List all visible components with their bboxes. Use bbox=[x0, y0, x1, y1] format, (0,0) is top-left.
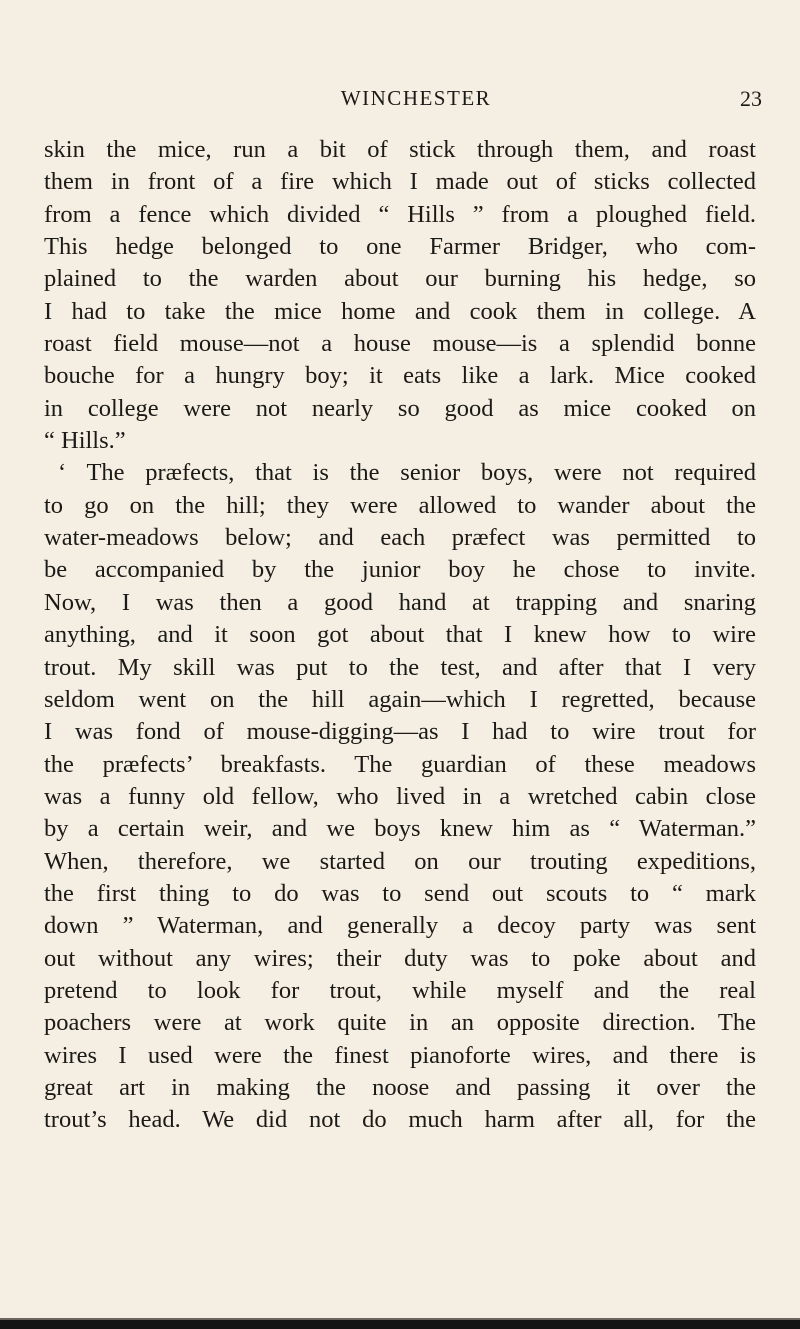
running-head bbox=[70, 86, 762, 116]
text-line: This hedge belonged to one Farmer Bridger, who com- bbox=[44, 233, 756, 261]
text-line: the præfects’ breakfasts. The guardian of these meadows bbox=[44, 750, 756, 778]
text-line: in college were not nearly so good as mice cooked on bbox=[44, 394, 756, 422]
text-line: plained to the warden about our burning his hedge, so bbox=[44, 265, 756, 293]
text-line: anything, and it soon got about that I knew how to wire bbox=[44, 621, 756, 649]
text-line: When, therefore, we started on our trouting expeditions, bbox=[44, 847, 756, 875]
text-line: pretend to look for trout, while myself and the real bbox=[44, 976, 756, 1004]
text-line: be accompanied by the junior boy he chose to invite. bbox=[44, 556, 756, 584]
text-line: I was fond of mouse-digging—as I had to wire trout for bbox=[44, 718, 756, 746]
text-line: I had to take the mice home and cook them in college. A bbox=[44, 297, 756, 325]
text-line: water-meadows below; and each præfect was permitted to bbox=[44, 524, 756, 552]
text-line: poachers were at work quite in an opposite direction. The bbox=[44, 1009, 756, 1037]
text-line: bouche for a hungry boy; it eats like a lark. Mice cooked bbox=[44, 362, 756, 390]
text-line: trout. My skill was put to the test, and after that I very bbox=[44, 653, 756, 681]
text-line: ‘ The præfects, that is the senior boys, were not required bbox=[58, 459, 756, 487]
text-line: seldom went on the hill again—which I regretted, because bbox=[44, 685, 756, 713]
text-line: roast field mouse—not a house mouse—is a splendid bonne bbox=[44, 330, 756, 358]
running-title: WINCHESTER bbox=[340, 86, 492, 110]
text-line: skin the mice, run a bit of stick through them, and roast bbox=[44, 136, 756, 163]
text-line: by a certain weir, and we boys knew him as “ Waterman.” bbox=[44, 815, 756, 843]
page-edge-rule bbox=[0, 1320, 800, 1329]
page-number: 23 bbox=[740, 86, 762, 111]
text-line: wires I used were the finest pianoforte wires, and there is bbox=[44, 1041, 756, 1069]
text-line: to go on the hill; they were allowed to wander about the bbox=[44, 491, 756, 519]
text-line: down ” Waterman, and generally a decoy party was sent bbox=[44, 912, 756, 940]
text-line: Now, I was then a good hand at trapping and snaring bbox=[44, 588, 756, 616]
text-line: out without any wires; their duty was to poke about and bbox=[44, 944, 756, 972]
text-line: from a fence which divided “ Hills ” from a ploughed field. bbox=[44, 200, 756, 228]
text-line: “ Hills.” bbox=[44, 427, 126, 455]
text-line: trout’s head. We did not do much harm after all, for the bbox=[44, 1106, 756, 1134]
text-line: great art in making the noose and passing it over the bbox=[44, 1073, 756, 1101]
text-line: them in front of a fire which I made out of sticks collected bbox=[44, 168, 756, 196]
text-line: was a funny old fellow, who lived in a wretched cabin close bbox=[44, 782, 756, 810]
body-text bbox=[44, 134, 756, 1137]
text-line: the first thing to do was to send out scouts to “ mark bbox=[44, 879, 756, 907]
